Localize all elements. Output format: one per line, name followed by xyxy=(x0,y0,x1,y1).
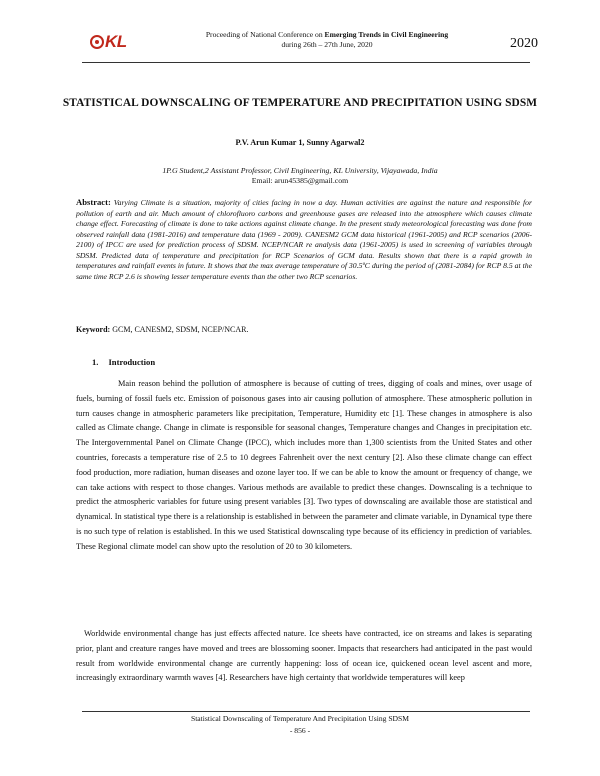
page-header xyxy=(90,30,520,58)
body-paragraph-2: Worldwide environmental change has just effects affected nature. Ice sheets have contracted, ice on streams and lakes is separating prior, plant and creature ranges have moved and trees are blossoming sooner. Impacts that researchers had anticipated in the past would result from worldwide environmental change are currently happening: loss of ocean ice, quickened ocean level ascent and more, increasingly extraordinary warmth waves [4]. Researchers have high certainty that worldwide temperatures will keep xyxy=(76,629,532,683)
logo-emblem-icon xyxy=(90,35,104,49)
section-number: 1. xyxy=(92,357,99,367)
keyword-label: Keyword: xyxy=(76,325,111,334)
author-affiliation: 1P.G Student,2 Assistant Professor, Civil Engineering, KL University, Vijayawada, India xyxy=(162,166,438,175)
kl-logo xyxy=(90,32,127,52)
keyword-text: GCM, CANESM2, SDSM, NCEP/NCAR. xyxy=(110,325,249,334)
page-number: - 856 - xyxy=(289,726,311,735)
header-divider xyxy=(82,62,530,63)
paper-authors: P.V. Arun Kumar 1, Sunny Agarwal2 xyxy=(235,138,365,147)
footer-running-title: Statistical Downscaling of Temperature And Precipitation Using SDSM xyxy=(190,714,410,723)
keywords xyxy=(76,325,532,334)
conference-info xyxy=(162,30,492,50)
abstract xyxy=(76,197,532,282)
abstract-text: Varying Climate is a situation, majority of cities facing in now a day. Human activities are against the nature and responsible for pollution of earth and air. Much amount of chlorofluoro carbons and greenhouse gases are released into the atmosphere which causes climate change effect. Forecasting of climate is done to take actions against climate change. In the present study meteorological forecasting was done from observed rainfall data (1981-2016) and temperature data (1969 - 2009). CANESM2 GCM data historical (1961-2005) and RCP scenarios (2006-2100) of IPCC are used for prediction process of SDSM. NCEP/NCAR re analysis data (1961-2005) is used in screening of variables through SDSM. Predicted data of temperature and precipitation for RCP Scenarios of GCM data. Results shown that there is a rapid growth in temperatures and rainfall events in future. It shows that the max average temperature of 30.5ºC during the period of (2081-2084) for RCP 8.5 at the same time RCP 2.6 is showing lesser temperature events than the other two RCP scenarios. xyxy=(76,198,532,281)
footer-divider xyxy=(82,711,530,712)
header-year: 2020 xyxy=(510,36,538,51)
section-title: Introduction xyxy=(108,357,156,367)
logo-text: KL xyxy=(105,32,127,51)
abstract-label: Abstract: xyxy=(76,197,111,207)
conference-dates: during 26th – 27th June, 2020 xyxy=(281,40,373,49)
paper-title: STATISTICAL DOWNSCALING OF TEMPERATURE AND PRECIPITATION USING SDSM xyxy=(62,97,538,109)
conference-name: Emerging Trends in Civil Engineering xyxy=(324,30,449,39)
body-paragraph-1: Main reason behind the pollution of atmosphere is because of cutting of trees, digging of coals and mines, over usage of fuels, burning of fossil fuels etc. Emission of poisonous gases into air causing pollution of atmosphere. These atmospheric pollution in turn causes change in atmospheric parameters like precipitation, Temperature, Humidity etc [1]. These changes in atmosphere is also called as Climate change. Change in climate is responsible for seasonal changes, Temperature changes and Changes in precipitation etc. The Intergovernmental Panel on Climate Change (IPCC), which includes more than 1,300 scientists from the United States and other countries, forecasts a temperature rise of 2.5 to 10 degrees Fahrenheit over the next century [2]. Also these climate change can effect food production, more radiation, human diseases and ozone layer too. If we can be able to know the amount or frequency of change, we can take actions with respect to those changes. Various methods are available to predict these changes. Downscaling is a technique to predict the atmospheric variables for future using present variables [3]. Two types of downscaling are available those are statistical and dynamical. In statistical type there is a relationship is established in between the parameter and climate variable, in Dynamical type there is no such type of relation is established. In this we used Statistical downscaling type because of its efficiency in prediction of variables. These Regional climate model can show upto the resolution of 20 to 30 kilometers. xyxy=(76,379,532,551)
conference-line-1: Proceeding of National Conference on Emerging Trends in Civil Engineering xyxy=(205,30,449,39)
author-email: Email: arun45385@gmail.com xyxy=(251,176,349,185)
section-heading xyxy=(92,357,155,367)
